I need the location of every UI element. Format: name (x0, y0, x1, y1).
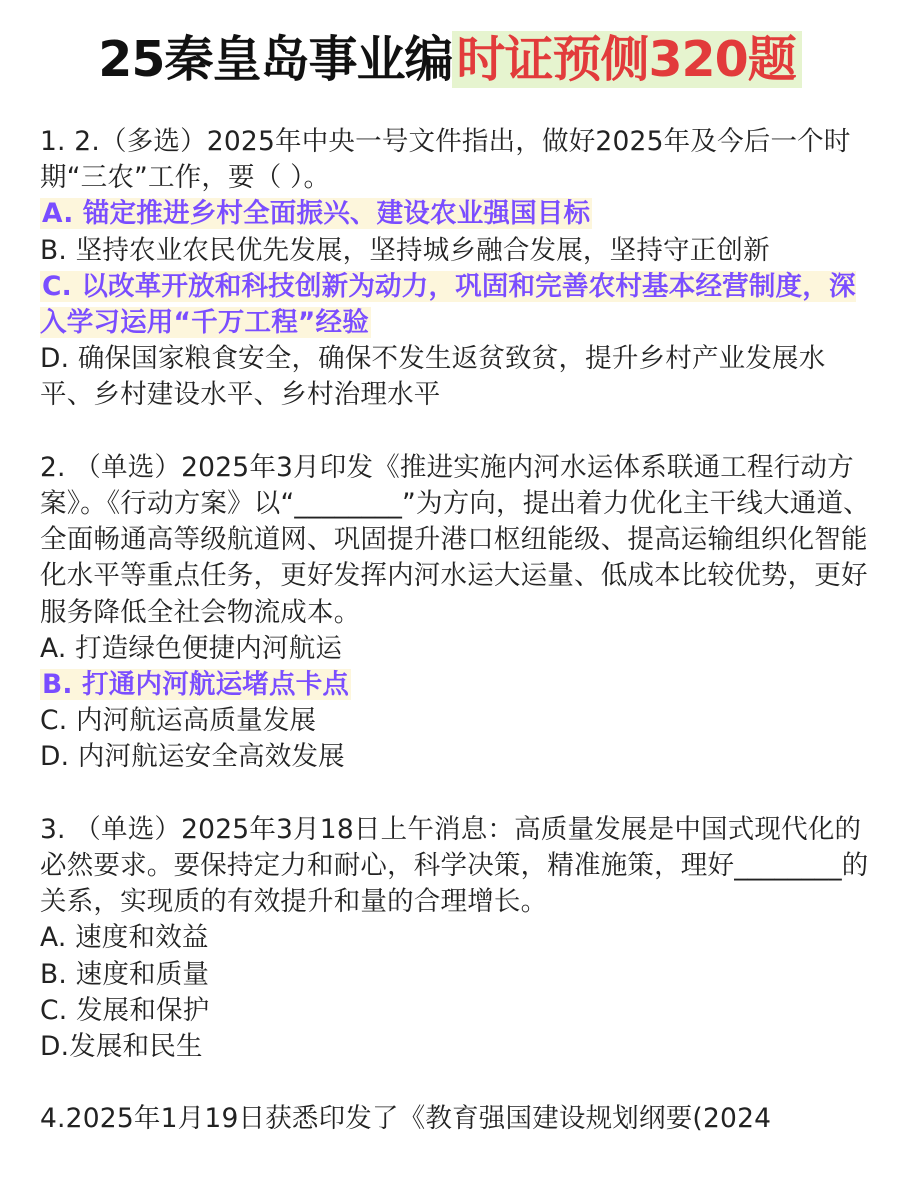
option-b: B. 坚持农业农民优先发展，坚持城乡融合发展，坚持守正创新 (40, 234, 770, 266)
question-stem: 4.2025年1月19日获悉印发了《教育强国建设规划纲要(2024 (40, 1103, 772, 1135)
option-b: B. 速度和质量 (40, 958, 210, 990)
option-text: C. 以改革开放和科技创新为动力，巩固和完善农村基本经营制度，深入学习运用“千万工程”经验 (40, 270, 856, 339)
option-text: A. 锚定推进乡村全面振兴、建设农业强国目标 (42, 198, 591, 230)
option-c: C. 内河航运高质量发展 (40, 705, 317, 737)
question-4 (40, 1101, 870, 1137)
question-2 (40, 450, 870, 776)
page-title (0, 24, 900, 96)
option-d: D. 内河航运安全高效发展 (40, 741, 345, 773)
question-stem: 2. （单选）2025年3月印发《推进实施内河水运体系联通工程行动方案》。《行动方案》以“________”为方向，提出着力优化主干线大通道、全面畅通高等级航道网、巩固提升港口枢纽能级、提高运输组织化智能化水平等重点任务，更好发挥内河水运大运量、低成本比较优势，更好服务降低全社会物流成本。 (40, 451, 870, 628)
question-stem: 1. 2.（多选）2025年中央一号文件指出，做好2025年及今后一个时期“三农”工作，要（ ）。 (40, 126, 851, 194)
option-c: C. 发展和保护 (40, 994, 210, 1026)
option-a: A. 打造绿色便捷内河航运 (40, 632, 343, 664)
question-list (40, 124, 870, 1174)
option-text: B. 打通内河航运堵点卡点 (42, 669, 350, 701)
question-1 (40, 124, 870, 414)
option-a-correct (40, 196, 870, 232)
option-d: D.发展和民生 (40, 1031, 203, 1063)
title-highlight: 时证预侧320题 (452, 31, 801, 88)
option-b-correct (40, 667, 870, 703)
option-d: D. 确保国家粮食安全，确保不发生返贫致贫，提升乡村产业发展水平、乡村建设水平、乡村治理水平 (40, 343, 826, 411)
title-main: 25秦皇岛事业编 (98, 31, 453, 88)
option-c-correct (40, 269, 870, 341)
question-stem: 3. （单选）2025年3月18日上午消息：高质量发展是中国式现代化的必然要求。要保持定力和耐心，科学决策，精准施策，理好________的关系，实现质的有效提升和量的合理增长。 (40, 813, 869, 918)
question-3 (40, 812, 870, 1065)
option-a: A. 速度和效益 (40, 922, 209, 954)
